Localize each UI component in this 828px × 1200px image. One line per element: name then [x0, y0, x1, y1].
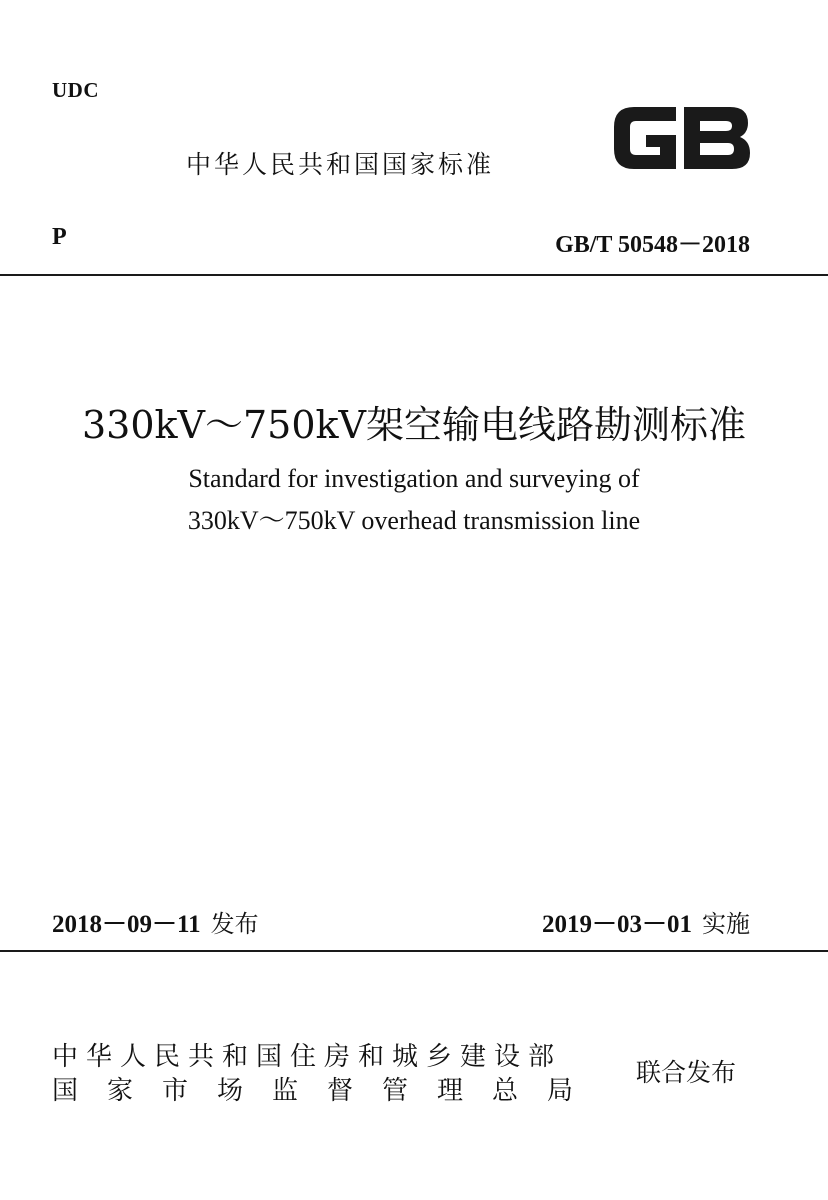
issue-date-block [52, 904, 259, 940]
standard-number: GB/T 50548－2018 [555, 232, 750, 258]
category-code: P [52, 224, 67, 250]
title-chinese: 330kV～750kV架空输电线路勘测标准 [82, 403, 746, 447]
title-english-line2: 330kV～750kV overhead transmission line [187, 506, 641, 535]
divider-bottom [0, 950, 828, 952]
issue-label: 发布 [210, 910, 259, 938]
issuer-line2: 国家市场监督管理总局 [52, 1076, 603, 1106]
divider-top [0, 274, 828, 276]
issue-date: 2018－09－11 [52, 911, 201, 938]
implement-label: 实施 [702, 910, 750, 938]
gb-logo [608, 101, 754, 175]
implement-date-block [542, 904, 750, 940]
issuer-line1: 中华人民共和国住房和城乡建设部 [52, 1042, 563, 1072]
national-standard-heading: 中华人民共和国国家标准 [186, 150, 495, 179]
title-english-line1: Standard for investigation and surveying of [188, 464, 640, 493]
implement-date: 2019－03－01 [541, 911, 692, 938]
udc-label: UDC [52, 78, 99, 102]
joint-issue-label: 联合发布 [636, 1058, 737, 1087]
